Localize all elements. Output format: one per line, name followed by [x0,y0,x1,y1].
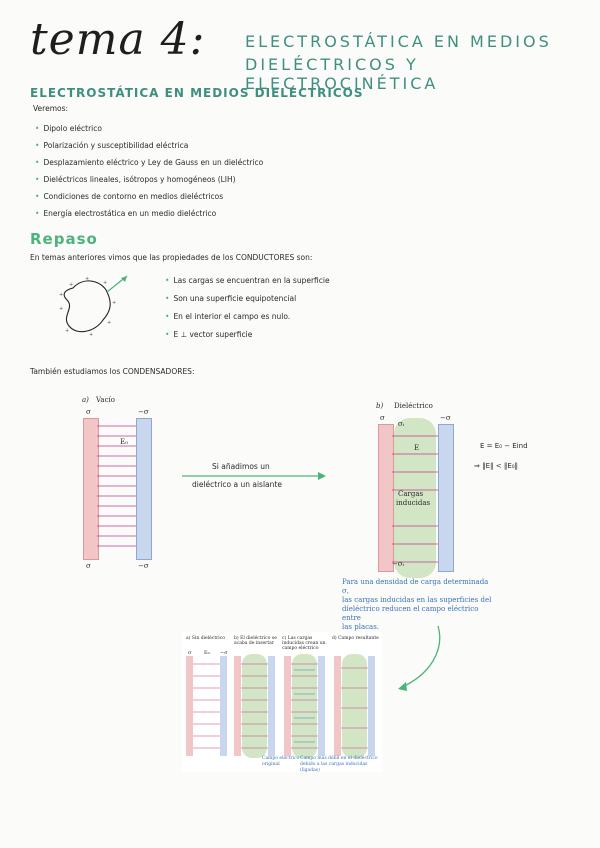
list-item: • Energía electrostática en un medio dieléctrico [35,209,217,218]
caption-weaker-field: Campo más débil en el dieléctrico debido a las cargas inducidas (ligadas) [300,756,378,773]
sigma-minus-label: −σ [138,408,149,416]
figure-a-vacuum [78,392,168,582]
induced-charges-line2: inducidas [396,499,431,507]
arrow-note-line1: Si añadimos un [212,462,270,471]
list-item: • Dieléctricos lineales, isótropos y homogéneos (LIH) [35,175,236,184]
conductor-properties [165,272,330,344]
sigma-plus-label: σ [86,408,91,416]
panel-a-label: a) Sin dieléctrico [186,636,225,641]
panel-c-label: c) Las cargas inducidas crean un campo eléctrico [282,636,326,651]
figure-a-label: a) [82,396,89,404]
field-lines [97,418,137,558]
list-item: • Condiciones de contorno en medios dieléctricos [35,192,224,201]
equation-line1: E = E₀ − Eind [480,442,528,450]
dielectric-label: Dieléctrico [394,402,433,410]
page-subtitle-line2: DIELÉCTRICOS Y ELECTROCINÉTICA [245,55,439,93]
page-subtitle-line1: ELECTROSTÁTICA EN MEDIOS [245,32,552,51]
panel-d [334,654,375,758]
figure-b-label: b) [376,402,384,410]
bullet-icon: • [35,124,40,133]
arrow-icon [180,466,330,486]
sigma-i-label: σᵢ [398,420,405,428]
panel-a [186,656,227,756]
figure-b-dielectric [368,398,468,588]
negative-plate [438,424,454,572]
caption-original-field: Campo eléctrico original [262,756,300,767]
bullet-icon: • [165,276,170,285]
list-item: • Dipolo eléctrico [35,124,102,133]
sigma-minus-bottom: −σ [138,562,149,570]
list-item: • Polarización y susceptibilidad eléctrica [35,141,189,150]
svg-text:+: + [59,292,64,298]
bullet-icon: • [35,158,40,167]
induced-charges-line1: Cargas [398,490,424,498]
svg-text:+: + [103,280,108,286]
panels-drawing [182,654,382,758]
field-label: E [414,444,420,452]
bullet-icon: • [165,294,170,303]
svg-text:+: + [69,282,74,288]
field-label: E₀ [204,650,210,656]
list-item: • Las cargas se encuentran en la superficie [165,276,330,285]
page-title: tema 4: [30,14,206,65]
svg-text:+: + [107,320,112,326]
sigma-plus-bottom: σ [86,562,91,570]
bullet-icon: • [165,330,170,339]
negative-plate [136,418,152,560]
topics-intro: Veremos: [33,104,69,113]
panel-d-label: d) Campo resultante [332,636,379,641]
curved-arrow-icon [390,620,450,700]
panel-b-label: b) El dieléctrico se acaba de insertar [234,636,277,646]
topics-list [35,120,263,222]
bullet-icon: • [35,192,40,201]
arrow-note-line2: dieléctrico a un aislante [192,480,282,489]
list-item: • Desplazamiento eléctrico y Ley de Gauss en un dieléctrico [35,158,264,167]
repaso-intro: En temas anteriores vimos que las propiedades de los CONDUCTORES son: [30,253,313,262]
figure-b-caption: Para una densidad de carga determinada σ, las cargas inducidas en las superficies del dieléctrico reducen el campo eléctrico entre las placas. [342,578,492,631]
sigma-plus-label: σ [380,414,385,422]
condensadores-line: También estudiamos los CONDENSADORES: [30,367,195,376]
section-heading: ELECTROSTÁTICA EN MEDIOS DIELÉCTRICOS [30,86,364,100]
vacuum-label: Vacío [96,396,115,404]
sigma-minus-label: −σ [220,650,228,656]
bullet-icon: • [165,312,170,321]
panel-b [234,654,275,758]
svg-text:+: + [112,300,117,306]
list-item: • E ⊥ vector superficie [165,330,253,339]
svg-text:+: + [59,306,64,312]
svg-text:+: + [65,328,70,334]
list-item: • Son una superficie equipotencial [165,294,297,303]
sigma-plus-label: σ [188,650,192,656]
field-label: E₀ [120,438,128,446]
panel-c [284,654,325,758]
sigma-i-neg-label: −σᵢ [392,560,405,568]
svg-text:+: + [85,276,90,282]
svg-text:+: + [89,332,94,338]
list-item: • En el interior el campo es nulo. [165,312,291,321]
bullet-icon: • [35,141,40,150]
bullet-icon: • [35,175,40,184]
bullet-icon: • [35,209,40,218]
conductor-sketch [55,270,145,345]
equation-line2: ⇒ ‖E‖ < ‖E₀‖ [474,462,519,470]
figure-c-panels [182,632,382,772]
repaso-heading: Repaso [30,230,98,248]
sigma-minus-label: −σ [440,414,451,422]
